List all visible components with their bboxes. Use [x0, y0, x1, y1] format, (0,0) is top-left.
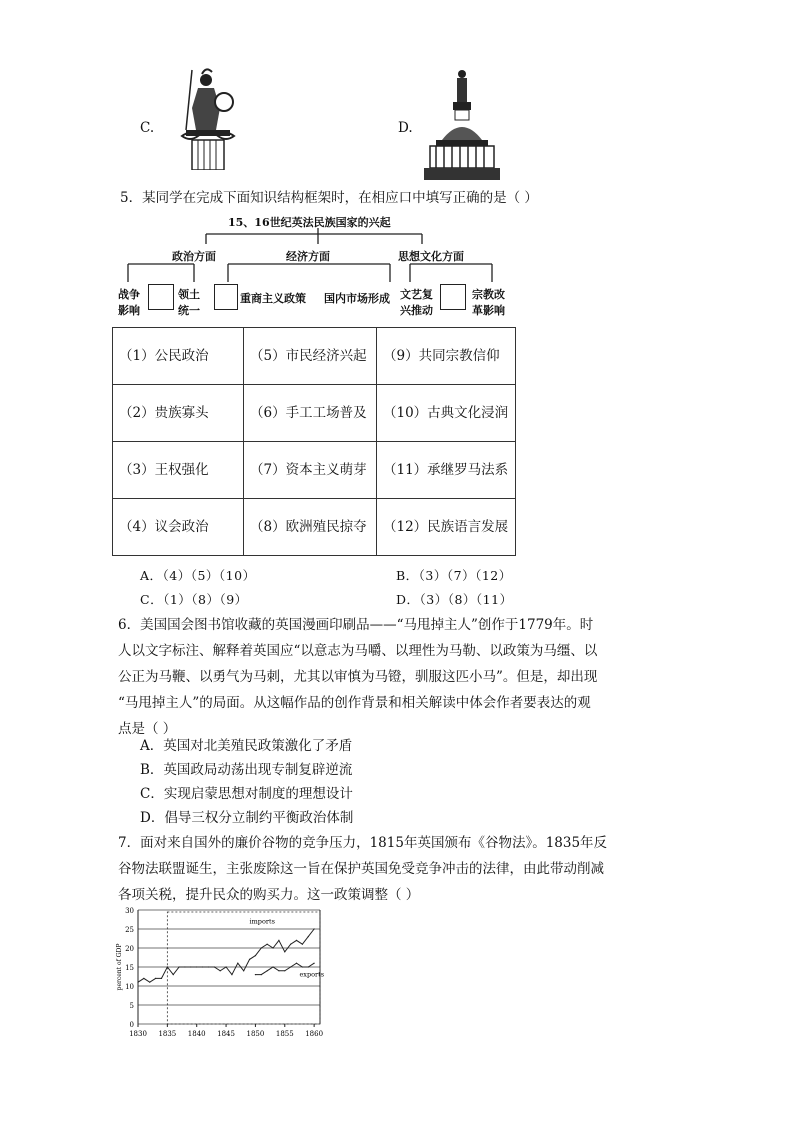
- data-point-imports: [267, 944, 268, 945]
- data-point-imports: [178, 966, 179, 967]
- data-point-imports: [155, 978, 156, 979]
- data-point-imports: [284, 951, 285, 952]
- y-tick-label: 0: [129, 1021, 134, 1029]
- data-point-imports: [249, 959, 250, 960]
- data-point-exports: [302, 966, 303, 967]
- capitol-dome-image: [420, 66, 504, 182]
- leaf-reform-line2: 革影响: [472, 304, 505, 317]
- y-tick-label: 30: [125, 907, 134, 915]
- table-cell: （11）承继罗马法系: [377, 442, 516, 499]
- q7-stem-line: 各项关税，提升民众的购买力。这一政策调整（ ）: [118, 887, 420, 903]
- data-point-imports: [296, 940, 297, 941]
- q5-option-c[interactable]: C．（1）（8）（9）: [140, 592, 248, 607]
- data-point-exports: [314, 963, 315, 964]
- data-point-imports: [278, 940, 279, 941]
- table-row: [113, 499, 516, 556]
- data-point-imports: [231, 974, 232, 975]
- leaf-mercantile: 重商主义政策: [240, 292, 306, 305]
- data-point-imports: [314, 928, 315, 929]
- data-point-imports: [167, 966, 168, 967]
- data-point-exports: [255, 974, 256, 975]
- data-point-imports: [184, 966, 185, 967]
- table-cell: （6）手工工场普及: [244, 385, 377, 442]
- q7-stem-line: 7．面对来自国外的廉价谷物的竞争压力，1815年英国颁布《谷物法》。1835年反: [118, 835, 608, 851]
- table-cell: （8）欧洲殖民掠夺: [244, 499, 377, 556]
- table-cell: （9）共同宗教信仰: [377, 328, 516, 385]
- q5-option-b[interactable]: B．（3）（7）（12）: [396, 568, 512, 583]
- q5-option-a[interactable]: A．（4）（5）（10）: [140, 568, 256, 583]
- q6-option-c[interactable]: C．实现启蒙思想对制度的理想设计: [140, 786, 353, 802]
- leaf-reform-line1: 宗教改: [472, 288, 505, 301]
- y-tick-label: 5: [129, 1002, 134, 1010]
- data-point-exports: [272, 966, 273, 967]
- answer-box-economic[interactable]: [214, 284, 238, 310]
- table-cell: （4）议会政治: [113, 499, 244, 556]
- table-cell: （5）市民经济兴起: [244, 328, 377, 385]
- q7-stem: [118, 830, 678, 908]
- q5-option-d[interactable]: D．（3）（8）（11）: [396, 592, 513, 607]
- x-tick-label: 1860: [305, 1030, 324, 1038]
- y-tick-label: 25: [125, 926, 134, 934]
- data-point-imports: [261, 947, 262, 948]
- q6-option-a[interactable]: A．英国对北美殖民政策激化了矛盾: [140, 738, 353, 754]
- answer-box-cultural[interactable]: [440, 284, 466, 310]
- q6-option-b[interactable]: B．英国政局动荡出现专制复辟逆流: [140, 762, 353, 778]
- data-point-imports: [290, 944, 291, 945]
- q6-option-d[interactable]: D．倡导三权分立制约平衡政治体制: [140, 810, 354, 826]
- data-point-exports: [261, 974, 262, 975]
- table-cell: （1）公民政治: [113, 328, 244, 385]
- table-cell: （3）王权强化: [113, 442, 244, 499]
- data-point-imports: [255, 955, 256, 956]
- data-point-imports: [308, 936, 309, 937]
- data-point-imports: [161, 978, 162, 979]
- data-point-imports: [137, 982, 138, 983]
- annotation-imports: imports: [249, 917, 275, 926]
- q6-stem-line: 人以文字标注、解释着英国应“以意志为马嚼、以理性为马勒、以政策为马缰、以: [118, 643, 598, 659]
- q6-stem-line: 点是（ ）: [118, 721, 177, 737]
- data-point-imports: [173, 974, 174, 975]
- data-point-imports: [149, 982, 150, 983]
- data-point-imports: [214, 966, 215, 967]
- branch-economic: 经济方面: [286, 250, 330, 263]
- q6-stem-line: 公正为马鞭、以勇气为马刺，尤其以审慎为马镫，驯服这匹小马”。但是，却出现: [118, 669, 598, 685]
- leaf-war-line2: 影响: [118, 304, 140, 317]
- q6-stem-line: “马甩掉主人”的局面。从这幅作品的创作背景和相关解读中体会作者要表达的观: [118, 695, 591, 711]
- annotation-exports: exports: [299, 970, 325, 979]
- trade-percent-gdp-chart: [112, 902, 326, 1042]
- leaf-unify-line2: 统一: [178, 304, 200, 317]
- q7-stem-line: 谷物法联盟诞生，主张废除这一旨在保护英国免受竞争冲击的法律，由此带动削减: [118, 861, 604, 877]
- data-point-imports: [243, 970, 244, 971]
- data-point-exports: [296, 963, 297, 964]
- y-tick-label: 10: [125, 983, 134, 991]
- x-tick-label: 1830: [129, 1030, 147, 1038]
- leaf-war-line1: 战争: [118, 288, 140, 301]
- branch-cultural: 思想文化方面: [398, 250, 464, 263]
- option-d-label: D.: [398, 120, 413, 136]
- data-point-imports: [225, 966, 226, 967]
- x-tick-label: 1840: [187, 1030, 206, 1038]
- table-cell: （12）民族语言发展: [377, 499, 516, 556]
- q6-stem: [118, 612, 678, 742]
- table-row: [113, 442, 516, 499]
- table-row: [113, 328, 516, 385]
- table-row: [113, 385, 516, 442]
- q5-stem: 5．某同学在完成下面知识结构框架时，在相应口中填写正确的是（ ）: [120, 190, 538, 206]
- table-cell: （2）贵族寡头: [113, 385, 244, 442]
- leaf-renaissance-line1: 文艺复: [400, 288, 433, 301]
- data-point-imports: [190, 966, 191, 967]
- x-tick-label: 1850: [246, 1030, 265, 1038]
- option-c-label: C.: [140, 120, 155, 136]
- x-tick-label: 1835: [158, 1030, 177, 1038]
- data-point-imports: [272, 947, 273, 948]
- q6-stem-line: 6．美国国会图书馆收藏的英国漫画印刷品——“马甩掉主人”创作于1779年。时: [118, 617, 594, 633]
- x-tick-label: 1845: [217, 1030, 235, 1038]
- leaf-unify-line1: 领土: [178, 288, 200, 301]
- branch-political: 政治方面: [172, 250, 216, 263]
- table-cell: （7）资本主义萌芽: [244, 442, 377, 499]
- data-point-imports: [237, 963, 238, 964]
- answer-box-political[interactable]: [148, 284, 174, 310]
- athena-statue-image: [172, 66, 244, 170]
- data-point-exports: [290, 966, 291, 967]
- data-point-imports: [302, 944, 303, 945]
- series-line-imports: [138, 929, 314, 982]
- table-cell: （10）古典文化浸润: [377, 385, 516, 442]
- y-tick-label: 20: [125, 945, 134, 953]
- leaf-renaissance-line2: 兴推动: [400, 304, 433, 317]
- y-tick-label: 15: [125, 964, 134, 972]
- q5-options-table: [112, 327, 516, 556]
- data-point-exports: [278, 970, 279, 971]
- diagram-root: 15、16世纪英法民族国家的兴起: [228, 216, 391, 229]
- data-point-exports: [267, 970, 268, 971]
- knowledge-framework-diagram: [118, 210, 518, 322]
- data-point-imports: [196, 966, 197, 967]
- y-axis-label: percent of GDP: [116, 943, 123, 991]
- data-point-exports: [284, 970, 285, 971]
- leaf-market: 国内市场形成: [324, 292, 390, 305]
- data-point-imports: [202, 966, 203, 967]
- x-tick-label: 1855: [275, 1030, 294, 1038]
- data-point-imports: [208, 966, 209, 967]
- data-point-imports: [220, 970, 221, 971]
- data-point-imports: [143, 978, 144, 979]
- data-point-exports: [308, 966, 309, 967]
